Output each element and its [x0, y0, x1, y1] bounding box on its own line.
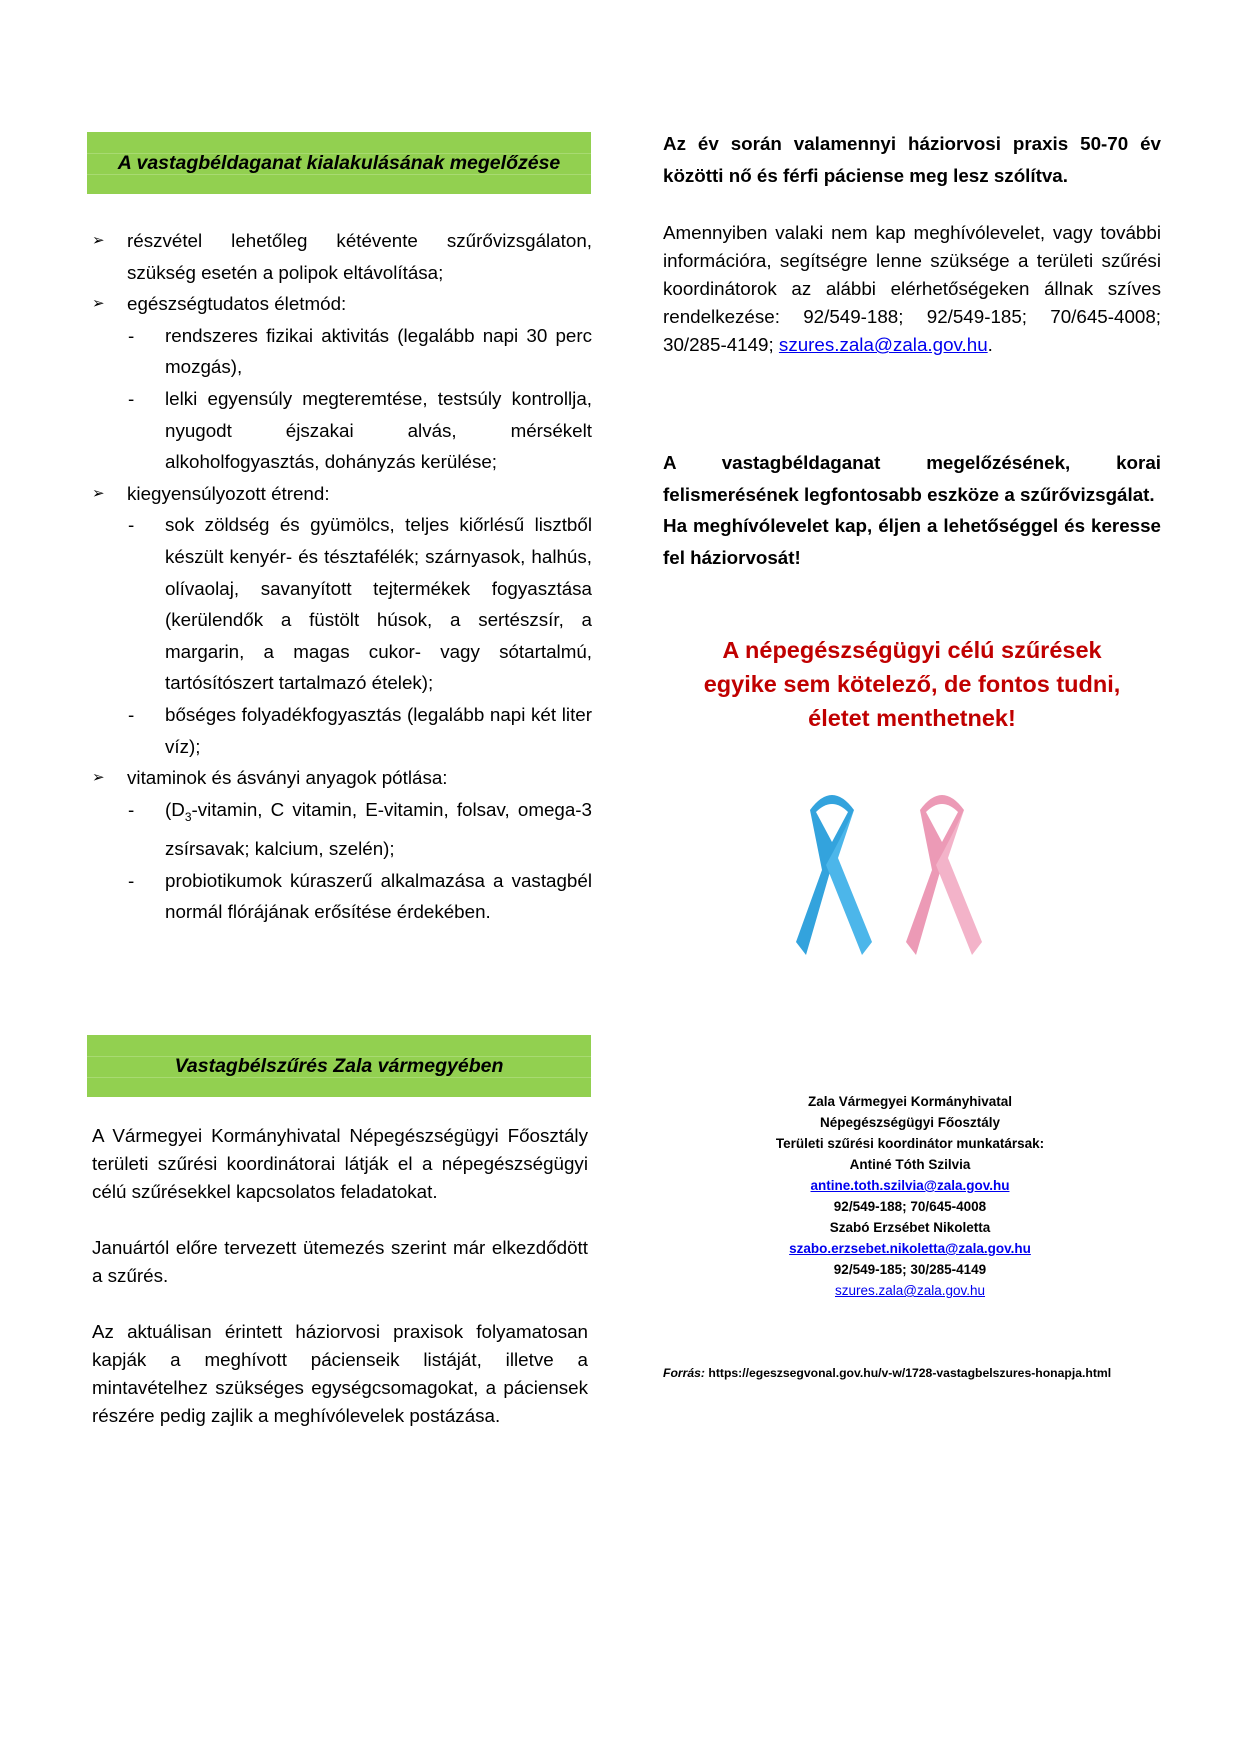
awareness-ribbons-image [770, 770, 1020, 1015]
dash-bullet-icon: - [128, 869, 135, 891]
list-item: ➢ vitaminok és ásványi anyagok pótlása: [92, 762, 592, 794]
sub-list-item: - lelki egyensúly megteremtése, testsúly kontrollja, nyugodt éjszakai alvás, mérsékelt alkoholfogyasztás, dohányzás kerülése; [92, 383, 592, 478]
info-paragraph: Amennyiben valaki nem kap meghívólevelet, vagy további információra, segítségre lenne szüksége a területi szűrési koordinátorok az alábbi elérhetőségeken állnak szíves rendelkezése: 92/549-188; 92/549-185; 70/645-4008; 30/285-4149; szures.zala@zala.gov.hu. [663, 222, 1161, 356]
contact-block: Zala Vármegyei Kormányhivatal Népegészségügyi Főosztály Területi szűrési koordinátor munkatársak: Antiné Tóth Szilvia antine.toth.szilvia@zala.gov.hu 92/549-188; 70/645-4008 Szabó Erzsébet Nikoletta szabo.erzsebet.nikoletta@zala.gov.hu 92/549-185; 30/285-4149 szures.zala@zala.gov.hu [700, 1091, 1120, 1301]
contact-phones: 92/549-188; 70/645-4008 [833, 1199, 987, 1214]
paragraph: A Vármegyei Kormányhivatal Népegészségügyi Főosztály területi szűrési koordinátorai látják el a népegészségügyi célú szűrésekkel kapcsolatos feladatokat. [92, 1125, 588, 1202]
email-link[interactable]: szabo.erzsebet.nikoletta@zala.gov.hu [789, 1241, 1031, 1256]
intro-bold-text: Az év során valamennyi háziorvosi praxis 50-70 év közötti nő és férfi páciense meg lesz szólítva. [663, 133, 1161, 186]
general-email-link[interactable]: szures.zala@zala.gov.hu [834, 1283, 986, 1298]
prevention-list [92, 225, 592, 928]
sub-list-item: - probiotikumok kúraszerű alkalmazása a vastagbél normál flórájának erősítése érdekében. [92, 865, 592, 928]
dash-bullet-icon: - [128, 798, 135, 820]
arrowhead-bullet-icon: ➢ [92, 484, 105, 502]
contact-name: Antiné Tóth Szilvia [849, 1157, 971, 1172]
section-heading-zala-screening [87, 1035, 591, 1097]
key-message-text: A vastagbéldaganat megelőzésének, korai felismerésének legfontosabb eszköze a szűrővizsgálat. [663, 452, 1161, 505]
arrowhead-bullet-icon: ➢ [92, 295, 105, 313]
sub-list-item: - bőséges folyadékfogyasztás (legalább napi két liter víz); [92, 699, 592, 762]
contact-phones: 92/549-185; 30/285-4149 [833, 1262, 987, 1277]
heading-text: A vastagbéldaganat kialakulásának megelőzése [117, 151, 561, 174]
sub-list-item: - rendszeres fizikai aktivitás (legalább napi 30 perc mozgás), [92, 320, 592, 383]
pink-awareness-ribbon-icon [906, 795, 982, 955]
dash-bullet-icon: - [128, 387, 135, 409]
arrowhead-bullet-icon: ➢ [92, 232, 105, 249]
paragraph: Az aktuálisan érintett háziorvosi praxisok folyamatosan kapják a meghívott pácienseik listáját, illetve a mintavételhez szükséges egységcsomagokat, a páciensek részére pedig zajlik a meghívólevelek postázása. [92, 1321, 588, 1426]
heading-text: Vastagbélszűrés Zala vármegyében [174, 1054, 504, 1077]
arrowhead-bullet-icon: ➢ [92, 769, 105, 787]
paragraph: Januártól előre tervezett ütemezés szerint már elkezdődött a szűrés. [92, 1237, 588, 1286]
blue-awareness-ribbon-icon [796, 795, 872, 955]
dash-bullet-icon: - [128, 703, 135, 725]
dash-bullet-icon: - [128, 514, 135, 536]
red-note: A népegészségügyi célú szűrések egyike sem kötelező, de fontos tudni, életet menthetnek! [703, 637, 1121, 731]
list-item: ➢ egészségtudatos életmód: [92, 288, 592, 320]
source-url[interactable]: https://egeszsegvonal.gov.hu/v-w/1728-vastagbelszures-honapja.html [708, 1366, 1112, 1380]
contact-name: Szabó Erzsébet Nikoletta [829, 1220, 991, 1235]
dash-bullet-icon: - [128, 324, 135, 346]
call-to-action-text: Ha meghívólevelet kap, éljen a lehetőséggel és keresse fel háziorvosát! [663, 515, 1161, 568]
zala-screening-text [92, 1122, 588, 1430]
blue-and-pink-ribbons-icon [770, 770, 1020, 1015]
sub-list-item: - sok zöldség és gyümölcs, teljes kiőrlésű lisztből készült kenyér- és tésztafélék; szárnyasok, halhús, olívaolaj, savanyított tejtermékek fogyasztása (kerülendők a füstölt húsok, a sertészsír, a margarin, a magas cukor- vagy sótartalmú, tartósítószert tartalmazó ételek); [92, 509, 592, 699]
key-message-block [663, 447, 1161, 573]
email-link[interactable]: szures.zala@zala.gov.hu [778, 334, 988, 356]
source-line [663, 1366, 1111, 1380]
source-label: Forrás: [663, 1366, 705, 1380]
list-item: ➢ kiegyensúlyozott étrend: [92, 478, 592, 510]
sub-list-item-vitamins: - ($D_3$-vitamin, C vitamin, E-vitamin, folsav, omega-3 zsírsavak; kalcium, szelén); [92, 794, 592, 865]
section-heading-prevention [87, 132, 591, 194]
right-column [663, 128, 1161, 359]
email-link[interactable]: antine.toth.szilvia@zala.gov.hu [810, 1178, 1010, 1193]
list-item: ➢ részvétel lehetőleg kétévente szűrővizsgálaton, szükség esetén a polipok eltávolítása; [92, 225, 592, 288]
